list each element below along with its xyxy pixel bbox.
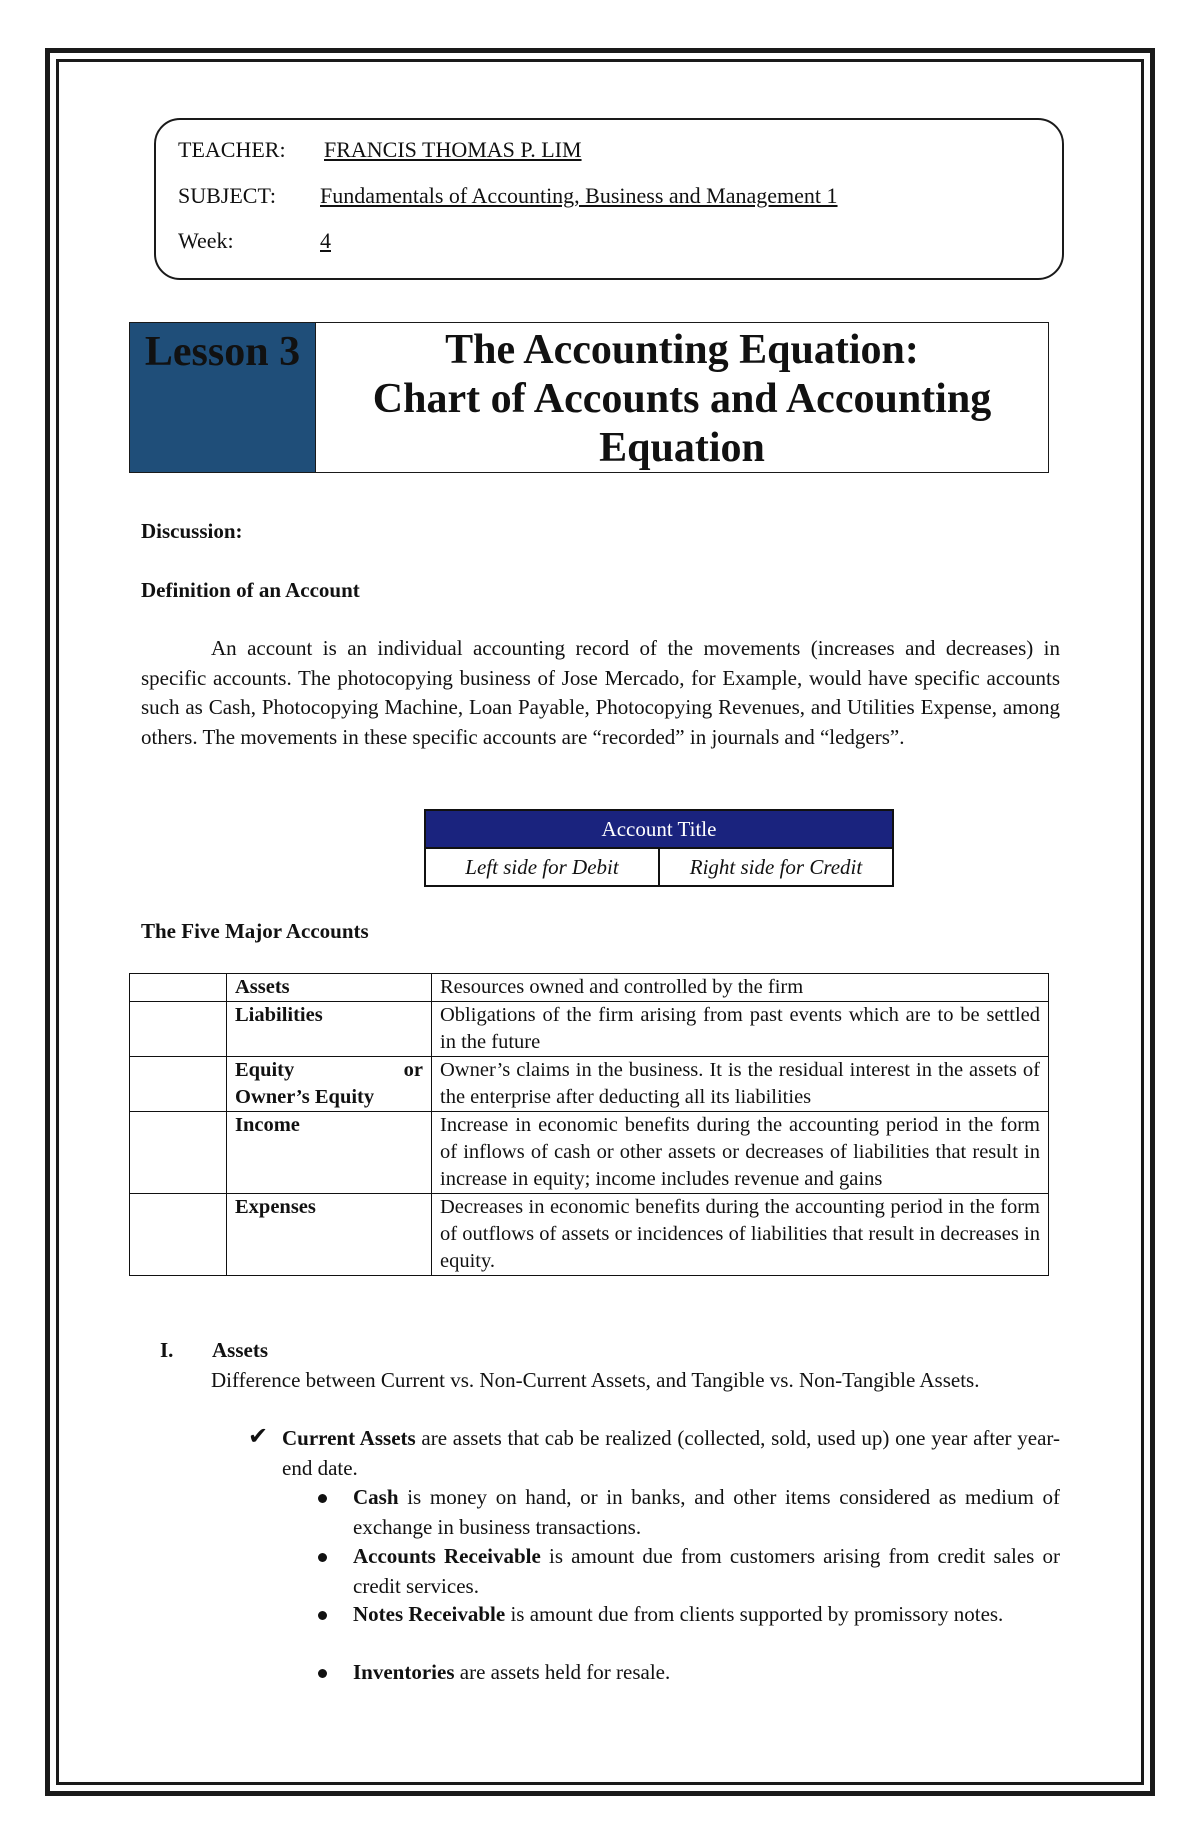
- header-info-box: [154, 118, 1064, 280]
- lesson-tag: Lesson 3: [130, 323, 316, 472]
- account-desc: Resources owned and controlled by the firm: [432, 974, 1049, 1002]
- discussion-heading: Discussion:: [141, 519, 243, 543]
- account-name: Equity or Owner’s Equity: [227, 1057, 432, 1112]
- subject-value: Fundamentals of Accounting, Business and Management 1: [320, 183, 838, 208]
- account-desc: Increase in economic benefits during the accounting period in the form of inflows of cash or other assets or decreases of liabilities that result in increase in equity; income includes revenue and gains: [432, 1112, 1049, 1194]
- section-number: I.: [160, 1338, 174, 1362]
- account-desc: Obligations of the firm arising from past events which are to be settled in the future: [432, 1002, 1049, 1057]
- table-row: [130, 974, 1049, 1002]
- subject-label: SUBJECT:: [178, 183, 276, 208]
- lesson-title-line: Chart of Accounts and Accounting: [372, 376, 992, 422]
- five-major-heading: The Five Major Accounts: [141, 919, 369, 943]
- bullet-icon: [318, 1611, 327, 1620]
- teacher-row: [178, 137, 582, 163]
- account-desc: Decreases in economic benefits during the accounting period in the form of outflows of assets or incidences of liabilities that result in decreases in equity.: [432, 1194, 1049, 1276]
- lesson-title: [316, 323, 1048, 472]
- major-accounts-table: [129, 973, 1049, 1276]
- account-desc: Owner’s claims in the business. It is the residual interest in the assets of the enterprise after deducting all its liabilities: [432, 1057, 1049, 1112]
- week-value: 4: [320, 228, 331, 253]
- lesson-title-line: Equation: [599, 425, 765, 471]
- teacher-value: FRANCIS THOMAS P. LIM: [324, 137, 582, 162]
- definition-heading: Definition of an Account: [141, 578, 360, 602]
- bullet-icon: [318, 1494, 327, 1503]
- bullet-icon: [318, 1669, 327, 1678]
- table-row: [130, 1057, 1049, 1112]
- account-name: Income: [227, 1112, 432, 1194]
- section-intro: Difference between Current vs. Non-Current Assets, and Tangible vs. Non-Tangible Assets.: [211, 1368, 980, 1392]
- lesson-title-line: The Accounting Equation:: [445, 327, 919, 373]
- account-title-header: Account Title: [425, 810, 893, 848]
- lesson-banner: [129, 322, 1049, 473]
- section-title: Assets: [212, 1338, 268, 1362]
- list-item: Notes Receivable is amount due from clients supported by promissory notes.: [353, 1602, 1004, 1626]
- check-icon: ✔: [248, 1424, 269, 1450]
- table-row: [130, 1112, 1049, 1194]
- list-item: Current Assets are assets that cab be realized (collected, sold, used up) one year after year-end date.: [282, 1426, 1060, 1480]
- teacher-label: TEACHER:: [178, 137, 286, 162]
- table-row: [130, 1002, 1049, 1057]
- debit-side-cell: Left side for Debit: [425, 848, 659, 886]
- week-row: [178, 228, 331, 254]
- account-name: Assets: [227, 974, 432, 1002]
- table-row: [130, 1194, 1049, 1276]
- credit-side-cell: Right side for Credit: [659, 848, 893, 886]
- account-name: Expenses: [227, 1194, 432, 1276]
- definition-paragraph: An account is an individual accounting record of the movements (increases and decreases) in specific accounts. The photocopying business of Jose Mercado, for Example, would have specific accounts such as Cash, Photocopying Machine, Loan Payable, Photocopying Revenues, and Utilities Expense, among others. The movements in these specific accounts are “recorded” in journals and “ledgers”.: [141, 636, 1060, 749]
- list-item: Cash is money on hand, or in banks, and other items considered as medium of exchange in business transactions.: [353, 1485, 1060, 1539]
- subject-row: [178, 183, 838, 209]
- list-item: Inventories are assets held for resale.: [353, 1660, 671, 1684]
- list-item: Accounts Receivable is amount due from customers arising from credit sales or credit services.: [353, 1544, 1060, 1598]
- bullet-icon: [318, 1553, 327, 1562]
- account-title-table: [424, 809, 894, 887]
- week-label: Week:: [178, 228, 234, 253]
- account-name: Liabilities: [227, 1002, 432, 1057]
